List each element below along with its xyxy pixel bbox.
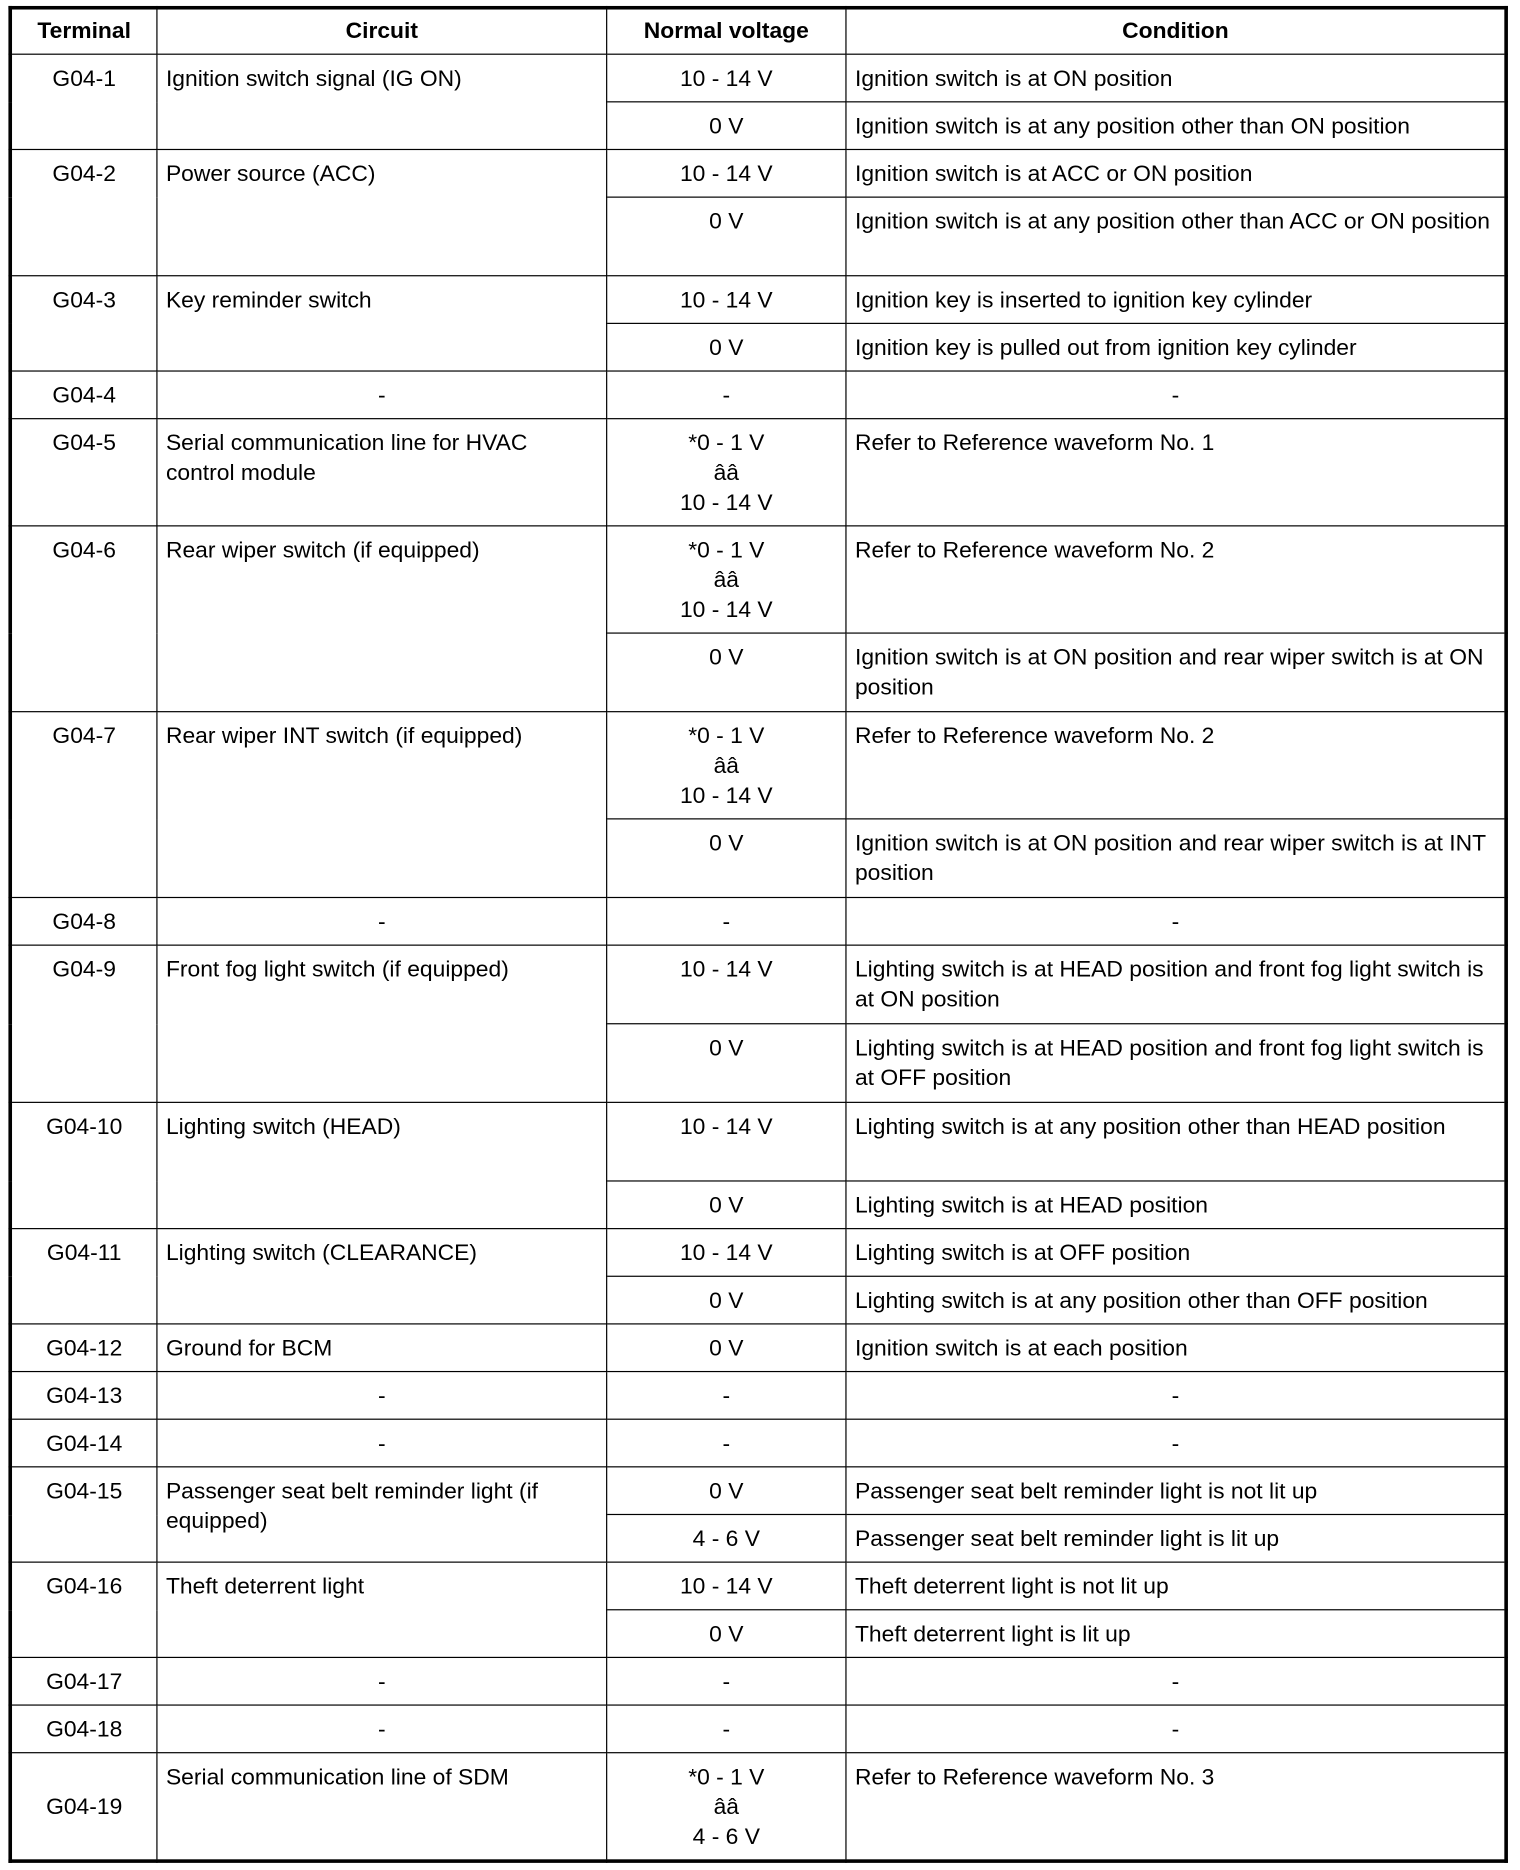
normal-voltage-cell (607, 1229, 846, 1277)
voltage-line: *0 - 1 V (688, 538, 765, 564)
voltage-line: - (722, 910, 731, 936)
condition-cell: Passenger seat belt reminder light is lit up (846, 1514, 1506, 1562)
voltage-line: *0 - 1 V (688, 1765, 765, 1791)
condition-cell: Lighting switch is at any position other than HEAD position (846, 1102, 1506, 1181)
normal-voltage-cell (607, 712, 846, 819)
terminal-cell: G04-1 (10, 54, 157, 149)
circuit-cell: - (157, 1372, 607, 1420)
normal-voltage-cell (607, 1705, 846, 1753)
normal-voltage-cell (607, 1024, 846, 1103)
terminal-cell: G04-8 (10, 897, 157, 945)
circuit-cell: Power source (ACC) (157, 149, 607, 275)
condition-cell: Passenger seat belt reminder light is not lit up (846, 1467, 1506, 1515)
circuit-cell: Ignition switch signal (IG ON) (157, 54, 607, 149)
terminal-cell: G04-5 (10, 419, 157, 526)
terminal-cell: G04-13 (10, 1372, 157, 1420)
normal-voltage-cell (607, 1419, 846, 1467)
condition-cell: Lighting switch is at any position other than OFF position (846, 1276, 1506, 1324)
table-row (10, 1467, 1506, 1515)
condition-cell: - (846, 1705, 1506, 1753)
condition-cell: Theft deterrent light is not lit up (846, 1562, 1506, 1610)
table-row (10, 54, 1506, 102)
condition-cell: Lighting switch is at HEAD position and front fog light switch is at OFF position (846, 1024, 1506, 1103)
terminal-cell: G04-15 (10, 1467, 157, 1562)
circuit-cell: Theft deterrent light (157, 1562, 607, 1657)
terminal-cell: G04-2 (10, 149, 157, 275)
terminal-cell: G04-11 (10, 1229, 157, 1324)
circuit-cell: Key reminder switch (157, 276, 607, 371)
terminal-cell: G04-18 (10, 1705, 157, 1753)
normal-voltage-cell (607, 323, 846, 371)
normal-voltage-cell (607, 897, 846, 945)
header-normal-voltage: Normal voltage (607, 8, 846, 54)
header-row (10, 8, 1506, 54)
header-condition: Condition (846, 8, 1506, 54)
terminal-cell: G04-4 (10, 371, 157, 419)
voltage-line: 0 V (709, 1336, 744, 1362)
normal-voltage-cell (607, 54, 846, 102)
terminal-cell: G04-6 (10, 526, 157, 712)
circuit-cell: Rear wiper INT switch (if equipped) (157, 712, 607, 898)
header-circuit: Circuit (157, 8, 607, 54)
table-row (10, 419, 1506, 526)
condition-cell: Ignition switch is at ON position and rear wiper switch is at INT position (846, 819, 1506, 898)
table-body (10, 54, 1506, 1861)
terminal-voltage-table (8, 6, 1508, 1863)
terminal-cell: G04-3 (10, 276, 157, 371)
condition-cell: - (846, 1372, 1506, 1420)
table-row (10, 1372, 1506, 1420)
voltage-line: 10 - 14 V (679, 597, 773, 623)
condition-cell: Ignition key is inserted to ignition key cylinder (846, 276, 1506, 324)
condition-cell: Refer to Reference waveform No. 2 (846, 526, 1506, 633)
normal-voltage-cell (607, 371, 846, 419)
circuit-cell: - (157, 1657, 607, 1705)
header-terminal: Terminal (10, 8, 157, 54)
normal-voltage-cell (607, 1276, 846, 1324)
normal-voltage-cell (607, 1562, 846, 1610)
voltage-line: 0 V (709, 645, 744, 671)
terminal-cell: G04-16 (10, 1562, 157, 1657)
normal-voltage-cell (607, 945, 846, 1024)
condition-cell: Theft deterrent light is lit up (846, 1610, 1506, 1658)
terminal-cell: G04-14 (10, 1419, 157, 1467)
table-row (10, 1753, 1506, 1861)
voltage-line: 0 V (709, 1288, 744, 1314)
voltage-line: - (722, 1669, 731, 1695)
normal-voltage-cell (607, 1753, 846, 1861)
voltage-line: 10 - 14 V (679, 1114, 773, 1140)
table-row (10, 1705, 1506, 1753)
voltage-line: 10 - 14 V (679, 161, 773, 188)
voltage-line: ââ (713, 568, 740, 594)
condition-cell: - (846, 897, 1506, 945)
voltage-line: 0 V (709, 209, 744, 235)
table-row (10, 1102, 1506, 1181)
normal-voltage-cell (607, 149, 846, 197)
normal-voltage-cell (607, 1181, 846, 1229)
condition-cell: Ignition switch is at ON position and rear wiper switch is at ON position (846, 633, 1506, 712)
circuit-cell: Ground for BCM (157, 1324, 607, 1372)
voltage-line: 10 - 14 V (679, 1574, 773, 1600)
voltage-line: - (722, 1431, 731, 1457)
table-row (10, 1562, 1506, 1610)
voltage-line: *0 - 1 V (688, 431, 765, 457)
voltage-line: 4 - 6 V (692, 1526, 760, 1553)
circuit-cell: - (157, 371, 607, 419)
normal-voltage-cell (607, 1514, 846, 1562)
table-row (10, 276, 1506, 324)
terminal-cell: G04-12 (10, 1324, 157, 1372)
normal-voltage-cell (607, 1324, 846, 1372)
voltage-line: ââ (713, 1794, 740, 1821)
normal-voltage-cell (607, 526, 846, 633)
voltage-line: ââ (713, 753, 740, 779)
circuit-cell: - (157, 1419, 607, 1467)
voltage-line: 10 - 14 V (679, 288, 773, 314)
table-row (10, 897, 1506, 945)
condition-cell: Ignition switch is at any position other than ACC or ON position (846, 197, 1506, 276)
condition-cell: Refer to Reference waveform No. 3 (846, 1753, 1506, 1861)
condition-cell: Lighting switch is at HEAD position and front fog light switch is at ON position (846, 945, 1506, 1024)
normal-voltage-cell (607, 1102, 846, 1181)
terminal-cell: G04-19 (10, 1753, 157, 1861)
table-row (10, 712, 1506, 819)
terminal-cell: G04-17 (10, 1657, 157, 1705)
condition-cell: - (846, 1657, 1506, 1705)
normal-voltage-cell (607, 1610, 846, 1658)
normal-voltage-cell (607, 197, 846, 276)
voltage-line: ââ (713, 460, 740, 486)
table-row (10, 526, 1506, 633)
normal-voltage-cell (607, 1657, 846, 1705)
condition-cell: Lighting switch is at OFF position (846, 1229, 1506, 1277)
voltage-line: 10 - 14 V (679, 957, 773, 983)
normal-voltage-cell (607, 276, 846, 324)
circuit-cell: - (157, 1705, 607, 1753)
circuit-cell: Front fog light switch (if equipped) (157, 945, 607, 1102)
voltage-line: 4 - 6 V (692, 1824, 760, 1850)
circuit-cell: Lighting switch (CLEARANCE) (157, 1229, 607, 1324)
table-row (10, 1419, 1506, 1467)
voltage-line: - (722, 1384, 731, 1410)
table-row (10, 371, 1506, 419)
voltage-line: 0 V (709, 1479, 744, 1505)
terminal-cell: G04-9 (10, 945, 157, 1102)
voltage-line: 10 - 14 V (679, 1241, 773, 1267)
normal-voltage-cell (607, 419, 846, 526)
normal-voltage-cell (607, 1372, 846, 1420)
voltage-line: 0 V (709, 831, 744, 857)
condition-cell: Refer to Reference waveform No. 2 (846, 712, 1506, 819)
table-row (10, 1324, 1506, 1372)
voltage-line: 0 V (709, 1622, 744, 1648)
circuit-cell: Rear wiper switch (if equipped) (157, 526, 607, 712)
table-row (10, 945, 1506, 1024)
circuit-cell: Serial communication line for HVAC control module (157, 419, 607, 526)
circuit-cell: - (157, 897, 607, 945)
condition-cell: Ignition switch is at any position other than ON position (846, 102, 1506, 150)
condition-cell: Ignition key is pulled out from ignition key cylinder (846, 323, 1506, 371)
condition-cell: Ignition switch is at ACC or ON position (846, 149, 1506, 197)
condition-cell: Ignition switch is at each position (846, 1324, 1506, 1372)
voltage-line: - (722, 1717, 731, 1743)
circuit-cell: Passenger seat belt reminder light (if equipped) (157, 1467, 607, 1562)
voltage-line: - (722, 383, 731, 409)
normal-voltage-cell (607, 1467, 846, 1515)
voltage-line: 0 V (709, 335, 744, 361)
voltage-line: 0 V (709, 1193, 744, 1219)
voltage-line: 0 V (709, 1036, 744, 1062)
table-row (10, 1657, 1506, 1705)
normal-voltage-cell (607, 102, 846, 150)
voltage-line: 10 - 14 V (679, 783, 773, 809)
condition-cell: - (846, 371, 1506, 419)
voltage-line: 10 - 14 V (679, 490, 773, 516)
condition-cell: Refer to Reference waveform No. 1 (846, 419, 1506, 526)
voltage-line: 10 - 14 V (679, 66, 773, 92)
normal-voltage-cell (607, 819, 846, 898)
condition-cell: Lighting switch is at HEAD position (846, 1181, 1506, 1229)
voltage-line: *0 - 1 V (688, 724, 765, 750)
terminal-cell: G04-7 (10, 712, 157, 898)
circuit-cell: Serial communication line of SDM (157, 1753, 607, 1861)
table-row (10, 149, 1506, 197)
condition-cell: Ignition switch is at ON position (846, 54, 1506, 102)
table-row (10, 1229, 1506, 1277)
voltage-line: 0 V (709, 114, 744, 140)
condition-cell: - (846, 1419, 1506, 1467)
normal-voltage-cell (607, 633, 846, 712)
terminal-cell: G04-10 (10, 1102, 157, 1228)
circuit-cell: Lighting switch (HEAD) (157, 1102, 607, 1228)
